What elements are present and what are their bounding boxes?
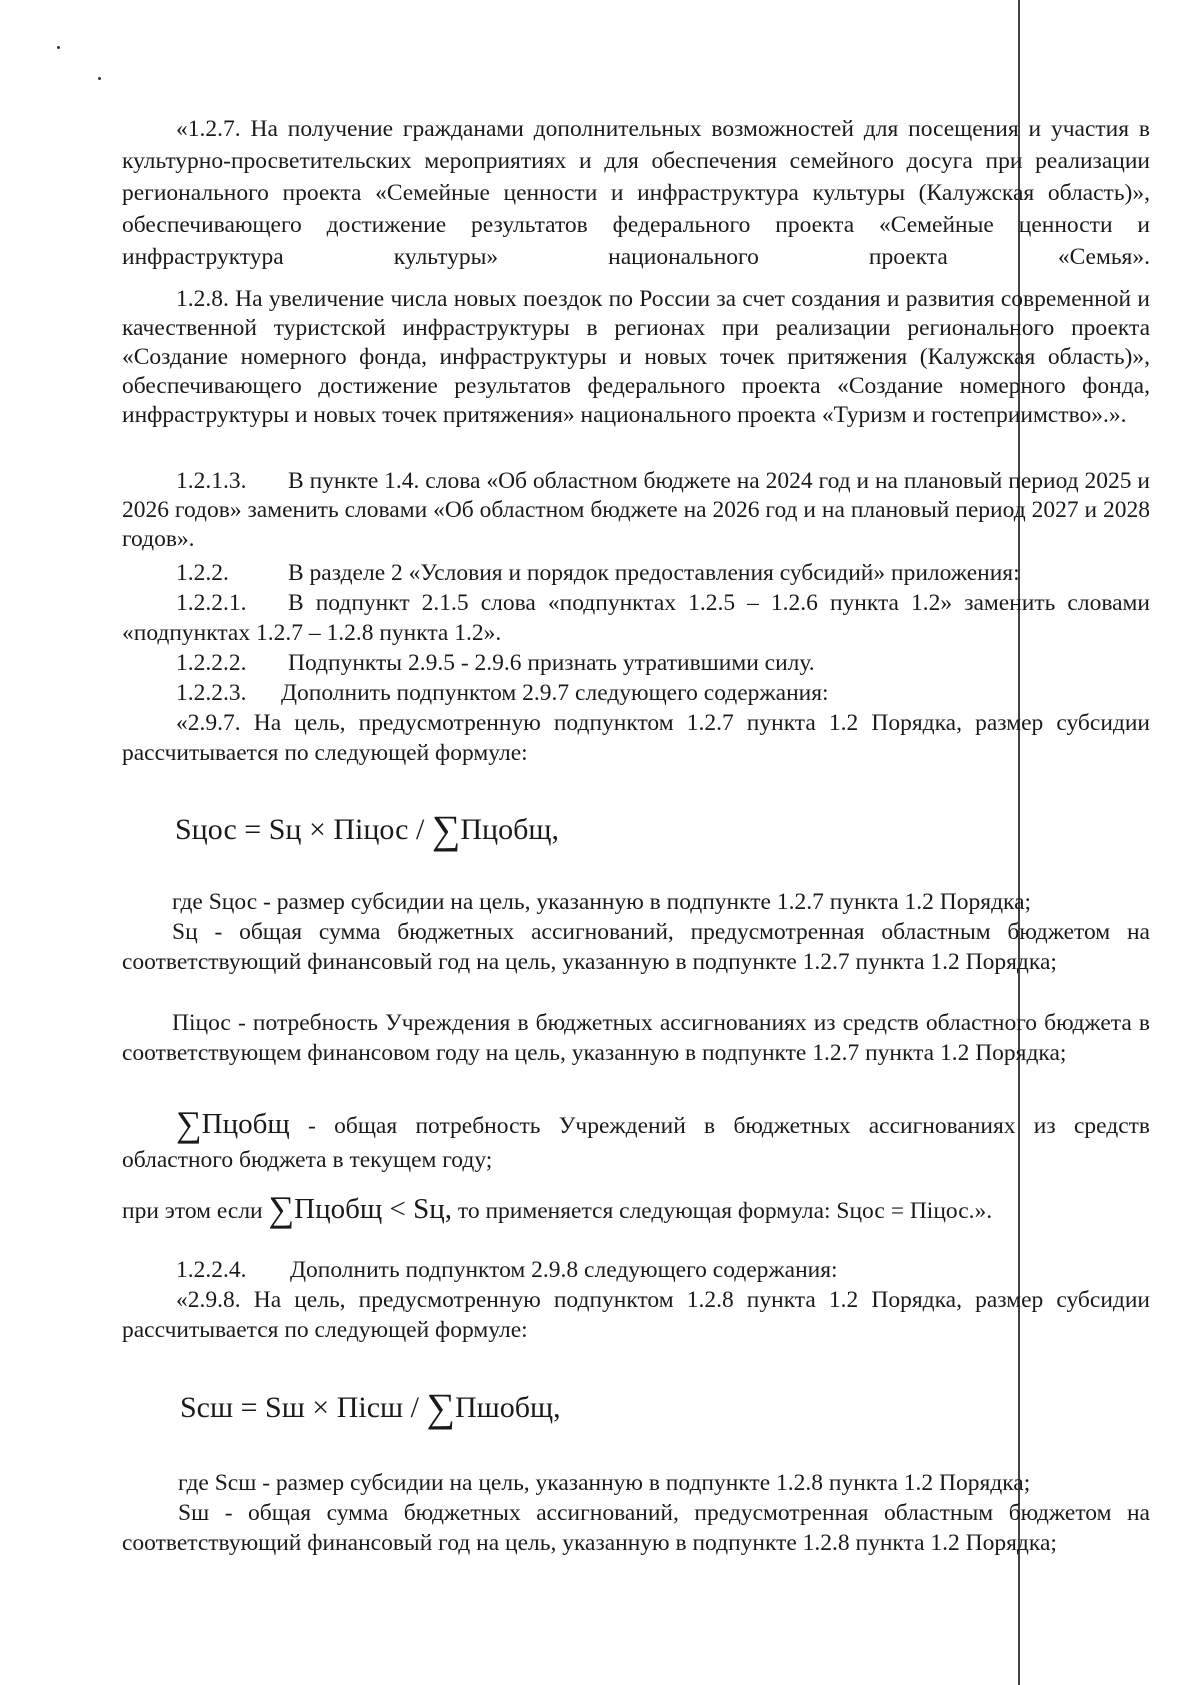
- paragraph-2-9-7: «2.9.7. На цель, предусмотренную подпунктом 1.2.7 пункта 1.2 Порядка, размер субсидии рассчитывается по следующей формуле:: [122, 710, 1150, 766]
- scan-dot: [57, 46, 60, 49]
- item-number: 1.2.2.2.: [176, 650, 247, 676]
- formula-right: Пшобщ,: [455, 1391, 561, 1424]
- sum-symbol: ∑: [426, 1385, 455, 1430]
- paragraph-1-2-2-2: [122, 648, 1150, 678]
- formula-right: Пцобщ,: [460, 813, 559, 846]
- item-number: 1.2.2.: [176, 560, 229, 586]
- item-text: Дополнить подпунктом 2.9.7 следующего содержания:: [281, 680, 829, 706]
- pcobsh-formula: [176, 1104, 290, 1144]
- definition-sc: Sц - общая сумма бюджетных ассигнований, предусмотренная областным бюджетом на соответствующий финансовый год на цель, указанную в подпункте 1.2.7 пункта 1.2 Порядка;: [122, 919, 1150, 975]
- definition-scos: где Sцос - размер субсидии на цель, указанную в подпункте 1.2.7 пункта 1.2 Порядка;: [172, 889, 1032, 915]
- paragraph-1-2-2-1: [122, 588, 1150, 648]
- item-number: 1.2.2.4.: [176, 1257, 247, 1283]
- sum-symbol: ∑: [431, 807, 461, 852]
- item-text: В разделе 2 «Условия и порядок предоставления субсидий» приложения:: [288, 560, 1020, 586]
- item-number: 1.2.2.1.: [176, 590, 247, 616]
- item-text: В пункте 1.4. слова «Об областном бюджете на 2024 год и на плановый период 2025 и 2026 годов» заменить словами «Об областном бюджете на 2026 год и на плановый период 2027 и 2028 годов».: [122, 468, 1150, 552]
- formula-left: Sсш = Sш × Пiсш /: [180, 1391, 427, 1424]
- pcobsh-symbol: Пцобщ: [201, 1108, 290, 1140]
- condition-suffix: то применяется следующая формула: Sцос = Пiцос.».: [451, 1198, 993, 1224]
- formula-left: Sцос = Sц × Пiцос /: [175, 813, 432, 846]
- condition-formula-text: Пцобщ < Sц,: [294, 1193, 452, 1225]
- paragraph-2-9-8: «2.9.8. На цель, предусмотренную подпунктом 1.2.8 пункта 1.2 Порядка, размер субсидии рассчитывается по следующей формуле:: [122, 1287, 1150, 1343]
- sum-symbol: ∑: [176, 1104, 202, 1144]
- paragraph-1-2-2-4: [122, 1255, 1150, 1285]
- pcobsh-text: - общая потребность Учреждений в бюджетных ассигнованиях из средств областного бюджета в текущем году;: [122, 1113, 1150, 1173]
- condition-formula: [268, 1189, 452, 1229]
- item-number: 1.2.2.3.: [176, 680, 247, 706]
- paragraph-1-2-1-3: [122, 467, 1150, 554]
- condition-prefix: при этом если: [122, 1198, 269, 1224]
- item-number: 1.2.1.3.: [176, 468, 247, 494]
- scan-dot: [98, 77, 101, 80]
- definition-pcobsh: [122, 1104, 1150, 1177]
- sum-symbol: ∑: [268, 1189, 295, 1229]
- definition-ssh: где Sсш - размер субсидии на цель, указанную в подпункте 1.2.8 пункта 1.2 Порядка;: [178, 1470, 1031, 1496]
- definition-sh: Sш - общая сумма бюджетных ассигнований, предусмотренная областным бюджетом на соответствующий финансовый год на цель, указанную в подпункте 1.2.8 пункта 1.2 Порядка;: [122, 1500, 1150, 1556]
- item-text: Дополнить подпунктом 2.9.8 следующего содержания:: [290, 1257, 838, 1283]
- condition-line: [122, 1189, 1150, 1229]
- item-text: Подпункты 2.9.5 - 2.9.6 признать утратившими силу.: [288, 650, 815, 676]
- definition-picos: Пiцос - потребность Учреждения в бюджетных ассигнованиях из средств областного бюджета в соответствующем финансовом году на цель, указанную в подпункте 1.2.7 пункта 1.2 Порядка;: [122, 1010, 1150, 1066]
- paragraph-1-2-2: [122, 558, 1150, 588]
- paragraph-1-2-7: «1.2.7. На получение гражданами дополнительных возможностей для посещения и участия в культурно-просветительских мероприятиях и для обеспечения семейного досуга при реализации регионального проекта «Семейные ценности и инфраструктура культуры (Калужская область)», обеспечивающего достижение результатов федерального проекта «Семейные ценности и инфраструктура культуры» национального проекта «Семья».: [122, 116, 1150, 270]
- paragraph-1-2-8: 1.2.8. На увеличение числа новых поездок по России за счет создания и развития современной и качественной туристской инфраструктуры в регионах при реализации регионального проекта «Создание номерного фонда, инфраструктуры и новых точек притяжения (Калужская область)», обеспечивающего достижение результатов федерального проекта «Создание номерного фонда, инфраструктуры и новых точек притяжения» национального проекта «Туризм и гостеприимство».».: [122, 286, 1150, 428]
- formula-sco: [175, 807, 559, 852]
- paragraph-1-2-2-3: [122, 678, 1150, 708]
- formula-ssh: [180, 1385, 561, 1430]
- item-text: В подпункт 2.1.5 слова «подпунктах 1.2.5 – 1.2.6 пункта 1.2» заменить словами «подпунктах 1.2.7 – 1.2.8 пункта 1.2».: [122, 590, 1150, 646]
